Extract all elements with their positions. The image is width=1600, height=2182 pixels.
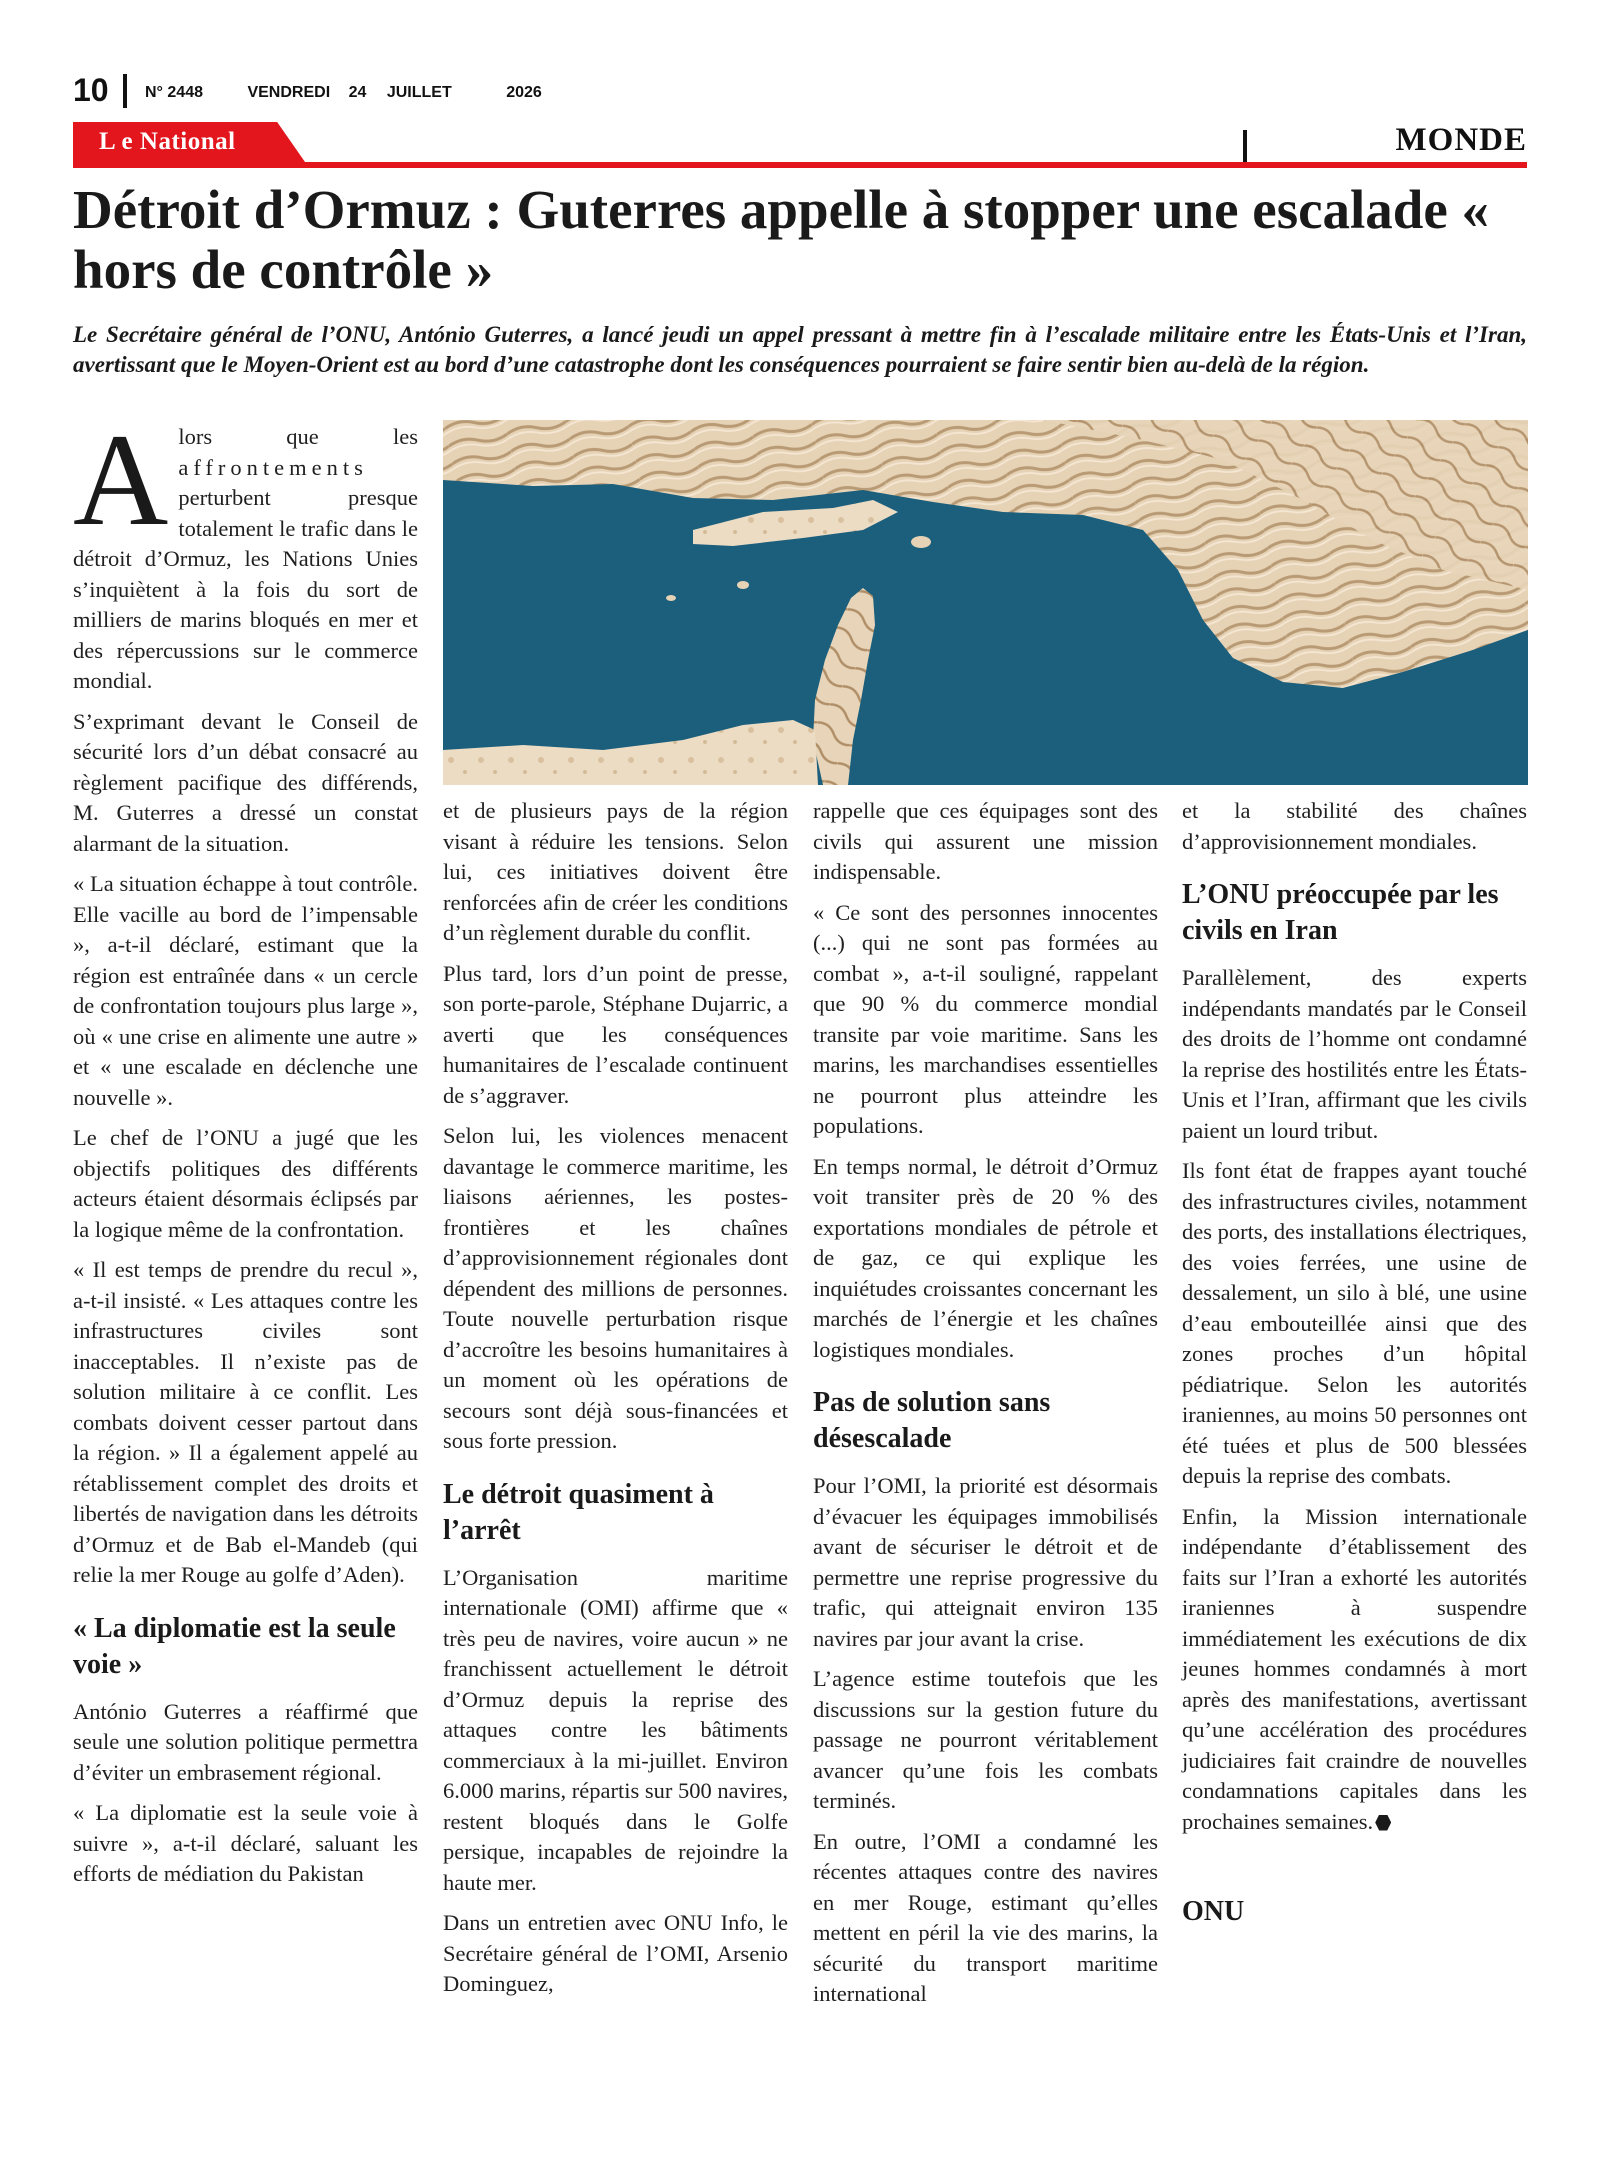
issue-year: 2026 bbox=[506, 84, 542, 101]
section-divider bbox=[1243, 130, 1247, 162]
subheading: Le détroit quasiment à l’arrêt bbox=[443, 1478, 714, 1546]
paragraph-text: perturbent presque totalement le trafic dans le détroit d’Ormuz, les Nations Unies s’inquiètent à la fois du sort de milliers de marins bloqués en mer et des répercussions sur le commerce mondial. bbox=[73, 485, 418, 693]
paragraph: Ils font état de frappes ayant touché des infrastructures civiles, notamment des ports, des installations électriques, des voies ferrées, une usine de dessalement, un silo à blé, une usine d’eau embouteillée ainsi que des zones proches d’un hôpital pédiatrique. Selon les autorités iraniennes, au moins 50 personnes ont été tuées et plus de 500 blessées depuis la reprise des combats. bbox=[1182, 1158, 1527, 1488]
article-column-2 bbox=[443, 796, 788, 2010]
paragraph-text: lors que les bbox=[178, 424, 418, 449]
article-signature: ONU bbox=[1182, 1896, 1245, 1927]
issue-number: N° 2448 bbox=[145, 84, 203, 101]
article-column-4 bbox=[1182, 796, 1527, 1928]
paragraph: et de plusieurs pays de la région visant à réduire les tensions. Selon lui, ces initiatives doivent être renforcées afin de créer les conditions d’un règlement durable du conflit. bbox=[443, 798, 788, 945]
subheading: L’ONU préoccupée par les civils en Iran bbox=[1182, 879, 1499, 946]
paragraph: L’Organisation maritime internationale (OMI) affirme que « très peu de navires, voire aucun » ne franchissent actuellement le détroit d’Ormuz depuis la reprise des attaques contre les bâtiments commerciaux à la mi-juillet. Environ 6.000 marins, répartis sur 500 navires, restent bloqués dans le Golfe persique, incapables de rejoindre la haute mer. bbox=[443, 1564, 788, 1895]
paragraph-text: Enfin, la Mission internationale indépendante d’établissement des faits sur l’Iran a exhorté les autorités iraniennes à suspendre immédiatement les exécutions de dix jeunes hommes condamnés à mort après des manifestations, avertissant qu’une accélération des procédures judiciaires fait craindre de nouvelles condamnations capitales dans les prochaines semaines. bbox=[1182, 1503, 1527, 1834]
paragraph: rappelle que ces équipages sont des civils qui assurent une mission indispensable. bbox=[813, 798, 1158, 884]
article-lead: Le Secrétaire général de l’ONU, António Guterres, a lancé jeudi un appel pressant à mettre fin à l’escalade militaire entre les États-Unis et l’Iran, avertissant que le Moyen-Orient est au bord d’une catastrophe dont les conséquences pourraient se faire sentir bien au-delà de la région. bbox=[73, 322, 1527, 377]
paragraph-text-spaced: affrontements bbox=[178, 454, 368, 480]
article-column-3 bbox=[813, 796, 1158, 2020]
end-mark-icon bbox=[1375, 1815, 1391, 1831]
dropcap-letter: A bbox=[73, 406, 169, 553]
subheading: « La diplomatie est la seule voie » bbox=[73, 1612, 396, 1680]
paragraph bbox=[73, 406, 418, 697]
strait-map-image bbox=[443, 420, 1528, 785]
paragraph bbox=[1182, 1502, 1527, 1838]
brand-logo: L e National bbox=[99, 128, 236, 155]
article-headline: Détroit d’Ormuz : Guterres appelle à stopper une escalade « hors de contrôle » bbox=[73, 179, 1490, 300]
paragraph: « Ce sont des personnes innocentes (...) qui ne sont pas formées au combat », a-t-il souligné, rappelant que 90 % du commerce mondial transite par voie maritime. Sans les marins, les marchandises essentielles ne pourront plus atteindre les populations. bbox=[813, 899, 1158, 1138]
issue-weekday: VENDREDI bbox=[247, 84, 331, 101]
issue-month: JUILLET bbox=[386, 84, 452, 101]
paragraph: « Il est temps de prendre du recul », a-t-il insisté. « Les attaques contre les infrastructures civiles sont inacceptables. Il n’existe pas de solution militaire à ce conflit. Les combats doivent cesser partout dans la région. » Il a également appelé au rétablissement complet des droits et libertés de navigation dans les détroits d’Ormuz et de Bab el-Mandeb (qui relie la mer Rouge au golfe d’Aden). bbox=[73, 1257, 418, 1587]
masthead-divider bbox=[123, 74, 127, 108]
paragraph: Pour l’OMI, la priorité est désormais d’évacuer les équipages immobilisés avant de sécuriser le détroit et de permettre une reprise progressive du trafic, qui atteignait environ 135 navires par jour avant la crise. bbox=[813, 1473, 1158, 1651]
subheading: Pas de solution sans désescalade bbox=[813, 1387, 1051, 1454]
section-name: MONDE bbox=[1395, 122, 1527, 158]
paragraph: Parallèlement, des experts indépendants mandatés par le Conseil des droits de l’homme ont condamné la reprise des hostilités entre les États-Unis et l’Iran, affirmant que les civils paient un lourd tribut. bbox=[1182, 965, 1527, 1143]
paragraph: L’agence estime toutefois que les discussions sur la gestion future du passage ne pourront véritablement avancer qu’une fois les combats terminés. bbox=[813, 1666, 1158, 1813]
issue-date: 24 bbox=[348, 84, 367, 101]
page-number: 10 bbox=[73, 72, 109, 108]
paragraph: « La situation échappe à tout contrôle. Elle vacille au bord de l’impensable », a-t-il déclaré, estimant que la région est entraînée dans « un cercle de confrontation toujours plus large », où « une crise en alimente une autre » et « une escalade en déclenche une nouvelle ». bbox=[73, 871, 418, 1110]
paragraph: Le chef de l’ONU a jugé que les objectifs politiques des différents acteurs étaient désormais éclipsés par la logique même de la confrontation. bbox=[73, 1125, 418, 1242]
paragraph: António Guterres a réaffirmé que seule une solution politique permettra d’éviter un embrasement régional. bbox=[73, 1698, 418, 1785]
paragraph: Plus tard, lors d’un point de presse, son porte-parole, Stéphane Dujarric, a averti que les conséquences humanitaires de l’escalade continuent de s’aggraver. bbox=[443, 960, 788, 1108]
paragraph: et la stabilité des chaînes d’approvisionnement mondiales. bbox=[1182, 798, 1527, 854]
issue-line bbox=[145, 84, 542, 102]
article-column-1 bbox=[73, 406, 418, 1900]
paragraph: En outre, l’OMI a condamné les récentes attaques contre des navires en mer Rouge, estimant qu’elles mettent en péril la vie des marins, la sécurité du transport maritime international bbox=[813, 1828, 1158, 2006]
relief-map-icon bbox=[443, 420, 1528, 785]
masthead bbox=[73, 70, 1527, 112]
paragraph: « La diplomatie est la seule voie à suivre », a-t-il déclaré, saluant les efforts de médiation du Pakistan bbox=[73, 1800, 418, 1886]
brand-rule bbox=[73, 162, 1527, 168]
paragraph: En temps normal, le détroit d’Ormuz voit transiter près de 20 % des exportations mondiales de pétrole et de gaz, ce qui explique les inquiétudes croissantes concernant les marchés de l’énergie et les chaînes logistiques mondiales. bbox=[813, 1153, 1158, 1362]
brand-row bbox=[73, 122, 1527, 172]
paragraph: Selon lui, les violences menacent davantage le commerce maritime, les liaisons aériennes, les postes-frontières et les chaînes d’approvisionnement régionales dont dépendent des millions de personnes. Toute nouvelle perturbation risque d’accroître les besoins humanitaires à un moment où les opérations de secours sont déjà sous-financées et sous forte pression. bbox=[443, 1123, 788, 1453]
paragraph: S’exprimant devant le Conseil de sécurité lors d’un débat consacré au règlement pacifique des différends, M. Guterres a dressé un constat alarmant de la situation. bbox=[73, 708, 418, 856]
paragraph: Dans un entretien avec ONU Info, le Secrétaire général de l’OMI, Arsenio Dominguez, bbox=[443, 1910, 788, 1996]
